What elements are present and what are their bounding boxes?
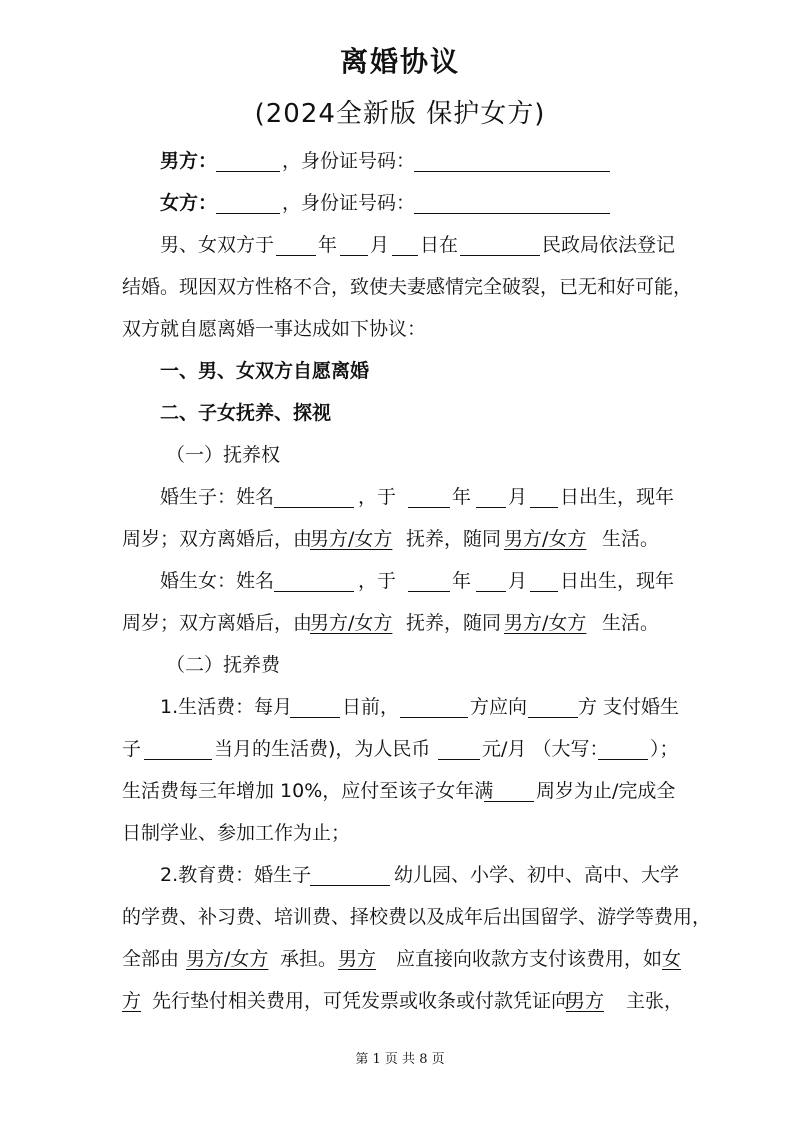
daughter-month-blank: [476, 572, 506, 592]
living-line-1: [0, 692, 800, 722]
intro-text: 男、女双方于: [160, 234, 275, 256]
edu-l4b: 主张，: [626, 990, 684, 1012]
living-payer-blank: [400, 698, 468, 718]
wife-id-blank: [414, 194, 610, 214]
daughter-live-with-party: 男方/女方: [504, 612, 587, 634]
intro-text-2: 结婚。现因双方性格不合，致使夫妻感情完全破裂，已无和好可能，: [122, 276, 693, 298]
wife-name-blank: [216, 194, 280, 214]
living-f: 当月的生活费)，为人民币: [214, 738, 431, 760]
son-rest: 日出生，现年: [560, 486, 675, 508]
edu-line-1: [0, 860, 800, 890]
edu-l3b: 承担。: [280, 948, 338, 970]
son-year-label: 年: [452, 486, 472, 508]
edu-line2: 的学费、补习费、培训费、择校费以及成年后出国留学、游学等费用，: [122, 906, 712, 928]
daughter-custody-text-2: 抚养，随同: [406, 612, 502, 634]
section-1-heading: 一、男、女双方自愿离婚: [160, 360, 370, 382]
daughter-year-blank: [408, 572, 450, 592]
daughter-name-blank: [274, 572, 354, 592]
son-lead: 婚生子：姓名: [160, 486, 275, 508]
living-line-4: [0, 818, 800, 848]
daughter-lead: 婚生女：姓名: [160, 570, 275, 592]
marriage-day-blank: [392, 236, 418, 256]
living-g: 元/月 （大写：: [482, 738, 609, 760]
husband-id-blank: [414, 152, 610, 172]
living-c: 方应向: [470, 696, 528, 718]
edu-direct-payer: 男方: [338, 948, 377, 970]
husband-id-label: ，身份证号码：: [282, 150, 416, 172]
intro-line-1: [0, 230, 800, 260]
son-yu: ，于: [358, 486, 397, 508]
support-fee-subheading: （二）抚养费: [166, 654, 281, 676]
living-line3b: 周岁为止/完成全: [536, 780, 676, 802]
daughter-custody-party: 男方/女方: [310, 612, 393, 634]
son-name-blank: [274, 488, 354, 508]
living-a: 1.生活费：每月: [160, 696, 293, 718]
section-heading: [0, 356, 800, 386]
bureau-text: 民政局依法登记: [542, 234, 676, 256]
living-line4: 日制学业、参加工作为止；: [122, 822, 351, 844]
edu-payer-party: 男方/女方: [186, 948, 269, 970]
son-custody-text-2: 抚养，随同: [406, 528, 502, 550]
son-line-1: [0, 482, 800, 512]
edu-a: 2.教育费：婚生子: [160, 864, 312, 886]
year-label: 年: [318, 234, 338, 256]
intro-line-3: [0, 314, 800, 344]
husband-line: [0, 146, 800, 176]
custody-subheading: （一）抚养权: [166, 444, 281, 466]
son-day-blank: [530, 488, 558, 508]
page-footer: 第 1 页 共 8 页: [355, 1052, 445, 1067]
living-h: ）；: [650, 738, 679, 760]
edu-claim-party: 男方: [566, 990, 605, 1012]
edu-l3c: 应直接向收款方支付该费用，如: [396, 948, 663, 970]
daughter-yu: ，于: [358, 570, 397, 592]
edu-advance-party-a: 女: [662, 948, 682, 970]
wife-line: [0, 188, 800, 218]
edu-line-3: [0, 944, 800, 974]
daughter-line-1: [0, 566, 800, 596]
son-year-blank: [408, 488, 450, 508]
living-day-blank: [290, 698, 340, 718]
intro-line-2: [0, 272, 800, 302]
daughter-day-blank: [530, 572, 558, 592]
daughter-rest: 日出生，现年: [560, 570, 675, 592]
subsection-heading: [0, 650, 800, 680]
living-line3a: 生活费每三年增加 10%，应付至该子女年满: [122, 780, 494, 802]
bureau-blank: [460, 236, 540, 256]
living-payee-blank: [528, 698, 578, 718]
son-custody-party: 男方/女方: [310, 528, 393, 550]
son-custody-text: 周岁；双方离婚后，由: [122, 528, 313, 550]
daughter-custody-text: 周岁；双方离婚后，由: [122, 612, 313, 634]
intro-text-3: 双方就自愿离婚一事达成如下协议：: [122, 318, 427, 340]
page-title: 离婚协议: [339, 45, 460, 78]
month-label: 月: [370, 234, 390, 256]
living-e: 子: [122, 738, 142, 760]
day-label: 日在: [420, 234, 459, 256]
page-subtitle: (2024全新版 保护女方): [254, 99, 546, 129]
subsection-heading: [0, 440, 800, 470]
son-live-with-party: 男方/女方: [504, 528, 587, 550]
edu-line-4: [0, 986, 800, 1016]
edu-l4a: 先行垫付相关费用，可凭发票或收条或付款凭证向: [152, 990, 571, 1012]
section-2-heading: 二、子女抚养、探视: [160, 402, 332, 424]
edu-line-2: [0, 902, 800, 932]
wife-id-label: ，身份证号码：: [282, 192, 416, 214]
edu-advance-party-b: 方: [122, 990, 142, 1012]
daughter-custody-text-3: 生活。: [602, 612, 660, 634]
section-heading: [0, 398, 800, 428]
edu-b: 幼儿园、小学、初中、高中、大学: [394, 864, 680, 886]
marriage-month-blank: [340, 236, 368, 256]
wife-label: 女方：: [160, 192, 218, 214]
son-month-label: 月: [508, 486, 528, 508]
living-child-blank: [144, 740, 212, 760]
son-custody-text-3: 生活。: [602, 528, 660, 550]
living-line-2: [0, 734, 800, 764]
living-b: 日前，: [342, 696, 400, 718]
husband-label: 男方：: [160, 150, 218, 172]
son-line-2: [0, 524, 800, 554]
living-amount-blank: [438, 740, 480, 760]
husband-name-blank: [216, 152, 280, 172]
son-month-blank: [476, 488, 506, 508]
living-line-3: [0, 776, 800, 806]
daughter-line-2: [0, 608, 800, 638]
edu-l3a: 全部由: [122, 948, 180, 970]
daughter-year-label: 年: [452, 570, 472, 592]
edu-child-blank: [310, 866, 390, 886]
living-age-blank: [484, 782, 534, 802]
daughter-month-label: 月: [508, 570, 528, 592]
marriage-year-blank: [276, 236, 316, 256]
living-amount-caps-blank: [598, 740, 648, 760]
living-d: 方 支付婚生: [578, 696, 680, 718]
